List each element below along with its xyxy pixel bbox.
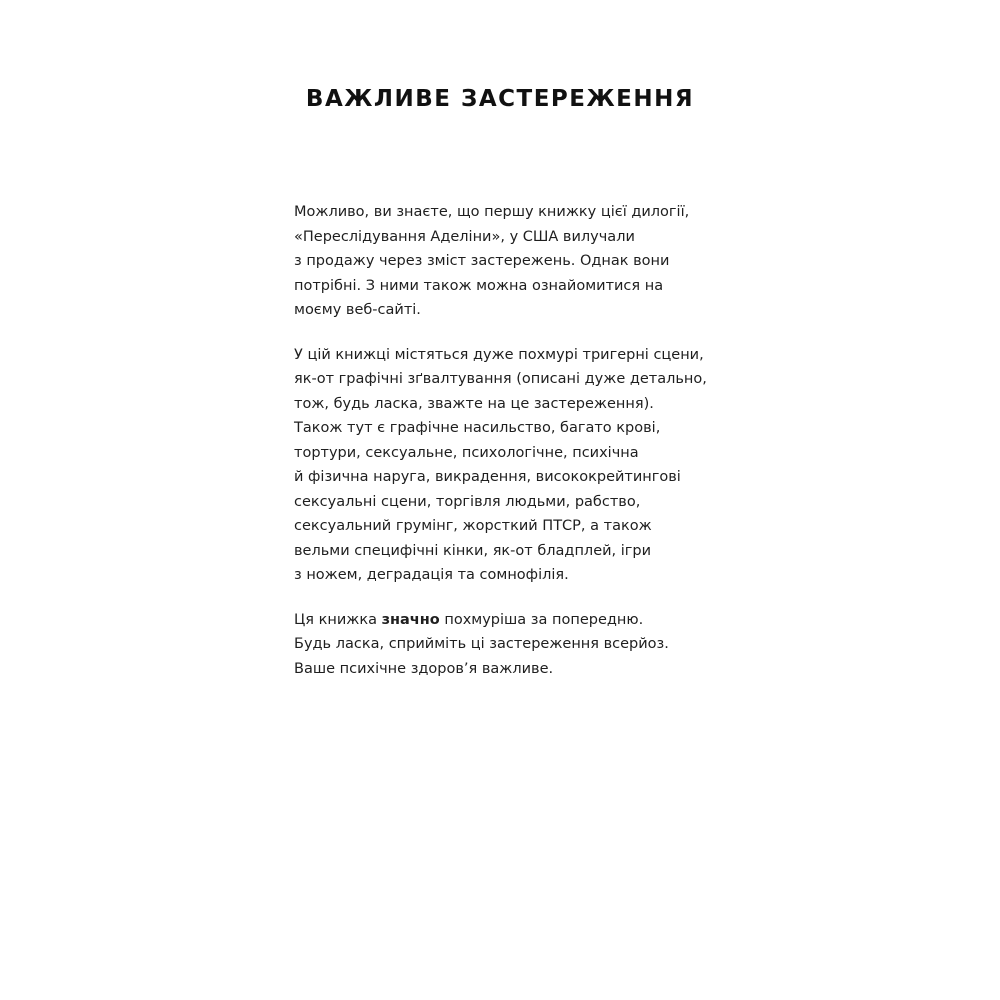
text-line: з ножем, деградація та сомнофілія. xyxy=(294,567,569,583)
paragraph-2 xyxy=(294,343,734,588)
emphasis-text: значно xyxy=(381,611,440,628)
text-line: з продажу через зміст застережень. Однак вони xyxy=(294,253,670,269)
text-line: Також тут є графічне насильство, багато крові, xyxy=(294,420,661,436)
text-line: «Переслідування Аделіни», у США вилучали xyxy=(294,228,635,245)
text-line: сексуальні сцени, торгівля людьми, рабство, xyxy=(294,493,641,510)
page-title: ВАЖЛИВЕ ЗАСТЕРЕЖЕННЯ xyxy=(305,86,695,112)
paragraph-1 xyxy=(294,200,734,323)
text-segment: Ця книжка xyxy=(294,611,382,628)
text-line: потрібні. З ними також можна ознайомитися на xyxy=(294,277,664,294)
text-line: Ваше психічне здоров’я важливе. xyxy=(294,660,554,677)
text-line: Можливо, ви знаєте, що першу книжку цієї дилогії, xyxy=(294,204,690,220)
text-line: тортури, сексуальне, психологічне, психічна xyxy=(294,444,639,461)
text-line: як-от графічні зґвалтування (описані дуже детально, xyxy=(294,371,707,387)
text-line: сексуальний грумінг, жорсткий ПТСР, а також xyxy=(294,518,652,534)
text-line: моєму веб-сайті. xyxy=(294,302,421,318)
text-line: вельми специфічні кінки, як-от бладплей, ігри xyxy=(294,542,652,559)
text-line: Будь ласка, сприйміть ці застереження всерйоз. xyxy=(294,636,669,652)
text-line: У цій книжці містяться дуже похмурі тригерні сцени, xyxy=(294,346,704,363)
text-line: тож, будь ласка, зважте на це застереження). xyxy=(294,395,654,412)
text-line xyxy=(294,608,734,633)
text-segment: похмуріша за попередню. xyxy=(439,611,644,628)
paragraph-3 xyxy=(294,608,734,682)
text-line: й фізична наруга, викрадення, висококрейтингові xyxy=(294,469,681,485)
warning-body xyxy=(294,200,734,681)
